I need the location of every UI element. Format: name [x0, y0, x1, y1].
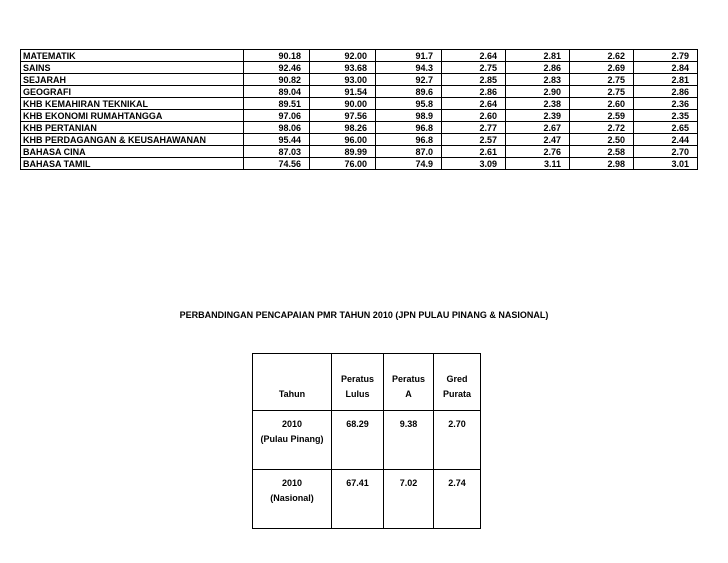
subject-value-5: 2.67 — [506, 122, 570, 134]
subject-value-2: 93.00 — [310, 74, 376, 86]
subject-value-7: 2.36 — [634, 98, 698, 110]
subject-value-4: 2.85 — [442, 74, 506, 86]
header-gred-purata: Gred Purata — [434, 354, 481, 411]
subject-value-2: 97.56 — [310, 110, 376, 122]
subject-row — [21, 86, 698, 98]
subject-value-7: 2.86 — [634, 86, 698, 98]
subject-value-1: 95.44 — [244, 134, 310, 146]
subject-value-4: 2.64 — [442, 98, 506, 110]
subject-value-1: 98.06 — [244, 122, 310, 134]
subject-value-5: 2.81 — [506, 50, 570, 62]
comparison-header-row — [253, 354, 481, 411]
subject-value-1: 74.56 — [244, 158, 310, 170]
subject-value-7: 2.81 — [634, 74, 698, 86]
subject-value-1: 90.18 — [244, 50, 310, 62]
subject-row — [21, 146, 698, 158]
subject-row — [21, 158, 698, 170]
subject-value-2: 92.00 — [310, 50, 376, 62]
subject-row — [21, 122, 698, 134]
subject-value-1: 92.46 — [244, 62, 310, 74]
comparison-row-pulau-pinang — [253, 411, 481, 470]
subject-value-2: 98.26 — [310, 122, 376, 134]
subject-value-2: 76.00 — [310, 158, 376, 170]
subject-value-5: 2.86 — [506, 62, 570, 74]
cell-a: 9.38 — [384, 411, 434, 470]
subject-value-6: 2.62 — [570, 50, 634, 62]
subject-value-6: 2.98 — [570, 158, 634, 170]
subject-value-4: 3.09 — [442, 158, 506, 170]
subject-row — [21, 98, 698, 110]
subject-value-6: 2.59 — [570, 110, 634, 122]
comparison-row-nasional — [253, 470, 481, 529]
subject-value-5: 2.38 — [506, 98, 570, 110]
subject-value-4: 2.77 — [442, 122, 506, 134]
subject-value-1: 90.82 — [244, 74, 310, 86]
subject-name: BAHASA TAMIL — [21, 158, 244, 170]
cell-gred: 2.74 — [434, 470, 481, 529]
header-peratus-lulus: Peratus Lulus — [332, 354, 384, 411]
subject-value-2: 89.99 — [310, 146, 376, 158]
subject-value-4: 2.60 — [442, 110, 506, 122]
subject-value-1: 97.06 — [244, 110, 310, 122]
subject-value-2: 91.54 — [310, 86, 376, 98]
subject-value-5: 2.76 — [506, 146, 570, 158]
cell-lulus: 67.41 — [332, 470, 384, 529]
subject-value-3: 89.6 — [376, 86, 442, 98]
subject-name: KHB PERTANIAN — [21, 122, 244, 134]
subject-value-7: 2.35 — [634, 110, 698, 122]
cell-year: 2010 (Nasional) — [253, 470, 332, 529]
subject-value-6: 2.75 — [570, 74, 634, 86]
subject-value-3: 96.8 — [376, 122, 442, 134]
subject-row — [21, 50, 698, 62]
subject-value-3: 98.9 — [376, 110, 442, 122]
subject-value-3: 92.7 — [376, 74, 442, 86]
subject-value-2: 96.00 — [310, 134, 376, 146]
subject-value-5: 2.90 — [506, 86, 570, 98]
subject-value-7: 2.84 — [634, 62, 698, 74]
subject-value-7: 2.70 — [634, 146, 698, 158]
subject-value-5: 2.83 — [506, 74, 570, 86]
subject-value-4: 2.75 — [442, 62, 506, 74]
subject-value-7: 2.44 — [634, 134, 698, 146]
subject-value-5: 2.47 — [506, 134, 570, 146]
subject-name: KHB EKONOMI RUMAHTANGGA — [21, 110, 244, 122]
subject-value-6: 2.69 — [570, 62, 634, 74]
cell-lulus: 68.29 — [332, 411, 384, 470]
subject-name: GEOGRAFI — [21, 86, 244, 98]
header-peratus-a: Peratus A — [384, 354, 434, 411]
subject-value-2: 93.68 — [310, 62, 376, 74]
subject-value-3: 87.0 — [376, 146, 442, 158]
subject-name: BAHASA CINA — [21, 146, 244, 158]
cell-year: 2010 (Pulau Pinang) — [253, 411, 332, 470]
subject-value-7: 2.79 — [634, 50, 698, 62]
subject-value-6: 2.60 — [570, 98, 634, 110]
subject-value-1: 89.51 — [244, 98, 310, 110]
subject-value-7: 3.01 — [634, 158, 698, 170]
cell-gred: 2.70 — [434, 411, 481, 470]
subject-row — [21, 62, 698, 74]
subject-name: KHB KEMAHIRAN TEKNIKAL — [21, 98, 244, 110]
subject-value-5: 2.39 — [506, 110, 570, 122]
subject-name: MATEMATIK — [21, 50, 244, 62]
comparison-title: PERBANDINGAN PENCAPAIAN PMR TAHUN 2010 (JPN PULAU PINANG & NASIONAL) — [179, 310, 549, 320]
subject-value-3: 91.7 — [376, 50, 442, 62]
subject-name: KHB PERDAGANGAN & KEUSAHAWANAN — [21, 134, 244, 146]
subject-name: SAINS — [21, 62, 244, 74]
subject-value-3: 96.8 — [376, 134, 442, 146]
subject-value-1: 87.03 — [244, 146, 310, 158]
subject-row — [21, 110, 698, 122]
subject-value-6: 2.50 — [570, 134, 634, 146]
subject-row — [21, 74, 698, 86]
subject-value-3: 95.8 — [376, 98, 442, 110]
subject-value-6: 2.75 — [570, 86, 634, 98]
subject-value-6: 2.58 — [570, 146, 634, 158]
subject-value-3: 74.9 — [376, 158, 442, 170]
header-tahun: Tahun — [253, 354, 332, 411]
subject-name: SEJARAH — [21, 74, 244, 86]
subject-value-4: 2.57 — [442, 134, 506, 146]
subject-row — [21, 134, 698, 146]
subject-value-5: 3.11 — [506, 158, 570, 170]
subject-value-2: 90.00 — [310, 98, 376, 110]
subject-results-table — [20, 49, 698, 170]
cell-a: 7.02 — [384, 470, 434, 529]
subject-value-3: 94.3 — [376, 62, 442, 74]
subject-value-4: 2.86 — [442, 86, 506, 98]
subject-value-6: 2.72 — [570, 122, 634, 134]
subject-value-7: 2.65 — [634, 122, 698, 134]
subject-value-4: 2.61 — [442, 146, 506, 158]
comparison-table — [252, 353, 481, 529]
subject-value-4: 2.64 — [442, 50, 506, 62]
subject-value-1: 89.04 — [244, 86, 310, 98]
